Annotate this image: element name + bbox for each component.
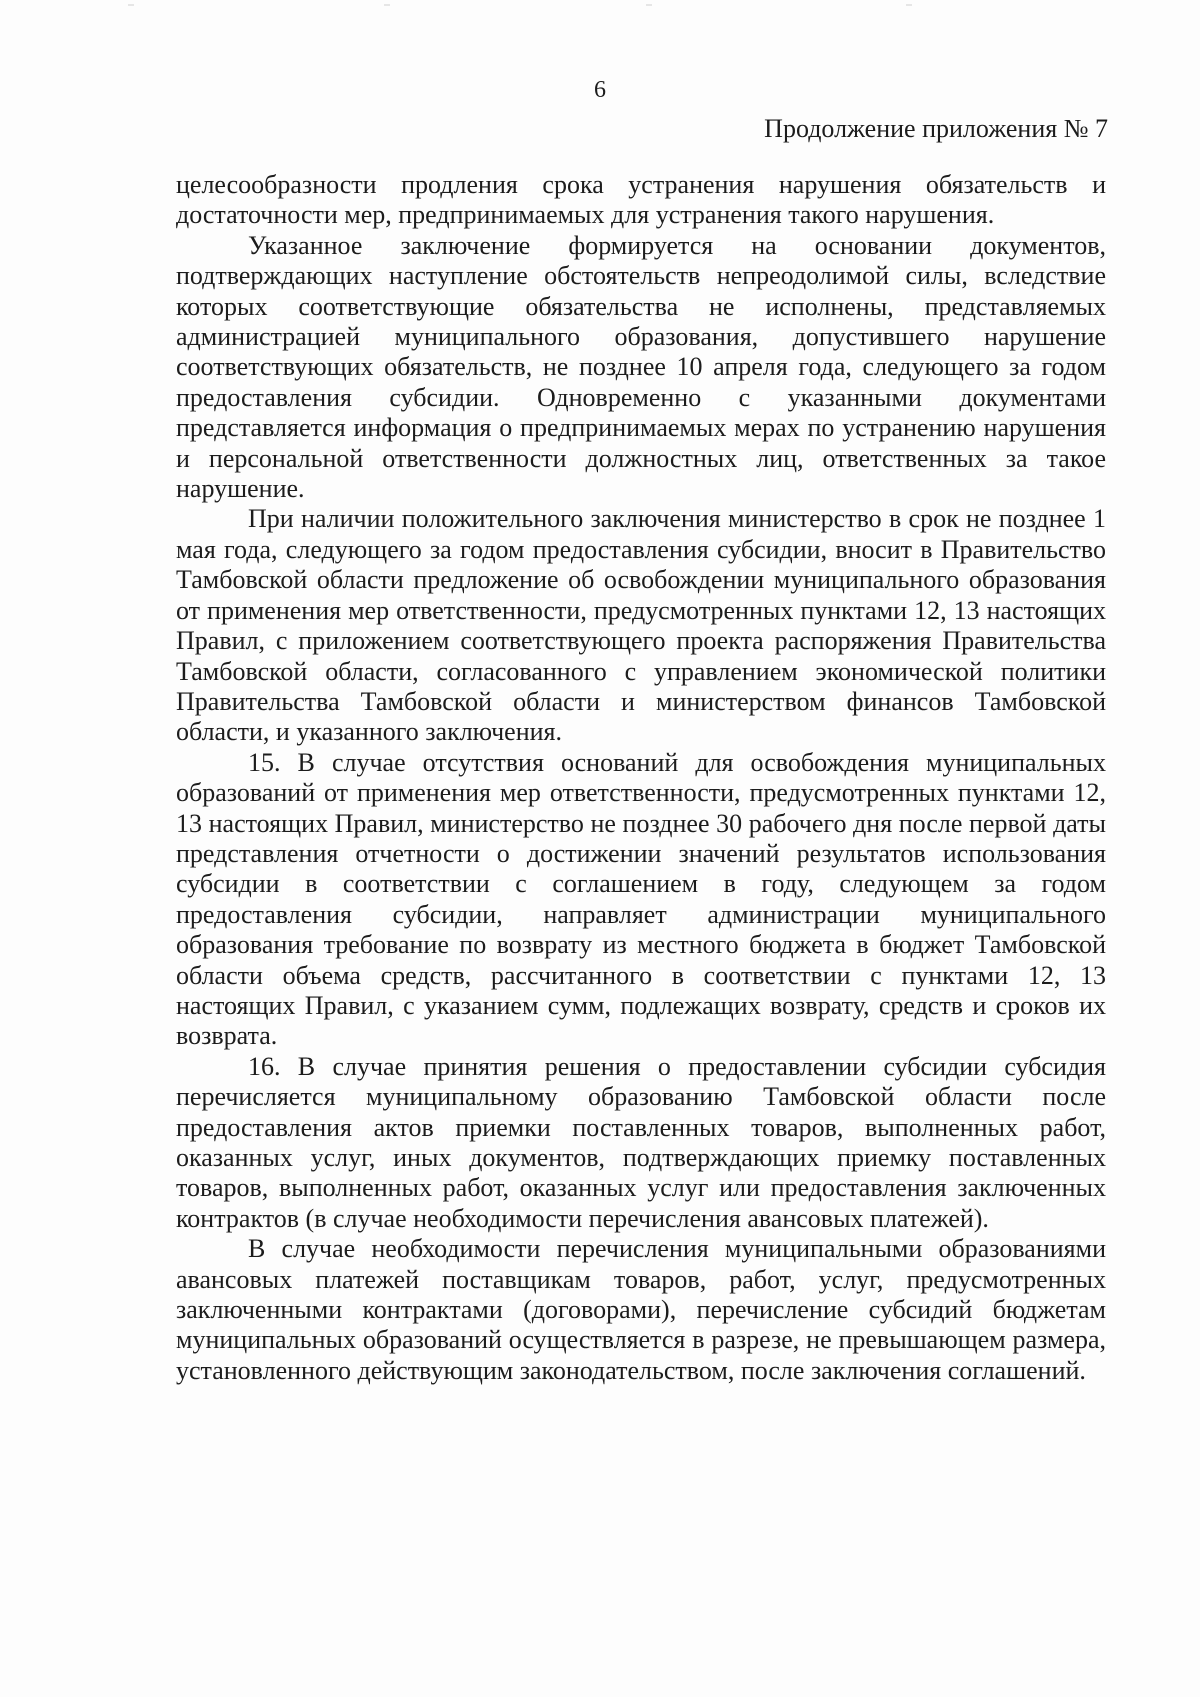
paragraph-item-16: 16. В случае принятия решения о предоставлении субсидии субсидия перечисляется муниципальному образованию Тамбовской области после предоставления актов приемки поставленных товаров, выполненных работ, оказанных услуг, иных документов, подтверждающих приемку поставленных товаров, выполненных работ, оказанных услуг или предоставления заключенных контрактов (в случае необходимости перечисления авансовых платежей). [176, 1051, 1106, 1233]
scan-artifact [646, 4, 652, 6]
scan-artifact [128, 4, 134, 6]
scan-artifact [906, 4, 912, 6]
paragraph-item-15: 15. В случае отсутствия оснований для освобождения муниципальных образований от применения мер ответственности, предусмотренных пунктами 12, 13 настоящих Правил, министерство не позднее 30 рабочего дня после первой даты представления отчетности о достижении значений результатов использования субсидии в соответствии с соглашением в году, следующем за годом предоставления субсидии, направляет администрации муниципального образования требование по возврату из местного бюджета в бюджет Тамбовской области объема средств, рассчитанного в соответствии с пунктами 12, 13 настоящих Правил, с указанием сумм, подлежащих возврату, средств и сроков их возврата. [176, 747, 1106, 1051]
scan-artifact [384, 4, 390, 6]
appendix-continuation-title: Продолжение приложения № 7 [764, 114, 1108, 143]
paragraph: При наличии положительного заключения министерство в срок не позднее 1 мая года, следующего за годом предоставления субсидии, вносит в Правительство Тамбовской области предложение об освобождении муниципального образования от применения мер ответственности, предусмотренных пунктами 12, 13 настоящих Правил, с приложением соответствующего проекта распоряжения Правительства Тамбовской области, согласованного с управлением экономической политики Правительства Тамбовской области и министерством финансов Тамбовской области, и указанного заключения. [176, 504, 1106, 747]
paragraph: целесообразности продления срока устранения нарушения обязательств и достаточности мер, предпринимаемых для устранения такого нарушения. [176, 170, 1106, 230]
paragraph: Указанное заключение формируется на основании документов, подтверждающих наступление обстоятельств непреодолимой силы, вследствие которых соответствующие обязательства не исполнены, представляемых администрацией муниципального образования, допустившего нарушение соответствующих обязательств, не позднее 10 апреля года, следующего за годом предоставления субсидии. Одновременно с указанными документами представляется информация о предпринимаемых мерах по устранению нарушения и персональной ответственности должностных лиц, ответственных за такое нарушение. [176, 230, 1106, 504]
page-number: 6 [594, 77, 606, 103]
document-body [176, 170, 1106, 1386]
paragraph: В случае необходимости перечисления муниципальными образованиями авансовых платежей поставщикам товаров, работ, услуг, предусмотренных заключенными контрактами (договорами), перечисление субсидий бюджетам муниципальных образований осуществляется в разрезе, не превышающем размера, установленного действующим законодательством, после заключения соглашений. [176, 1234, 1106, 1385]
